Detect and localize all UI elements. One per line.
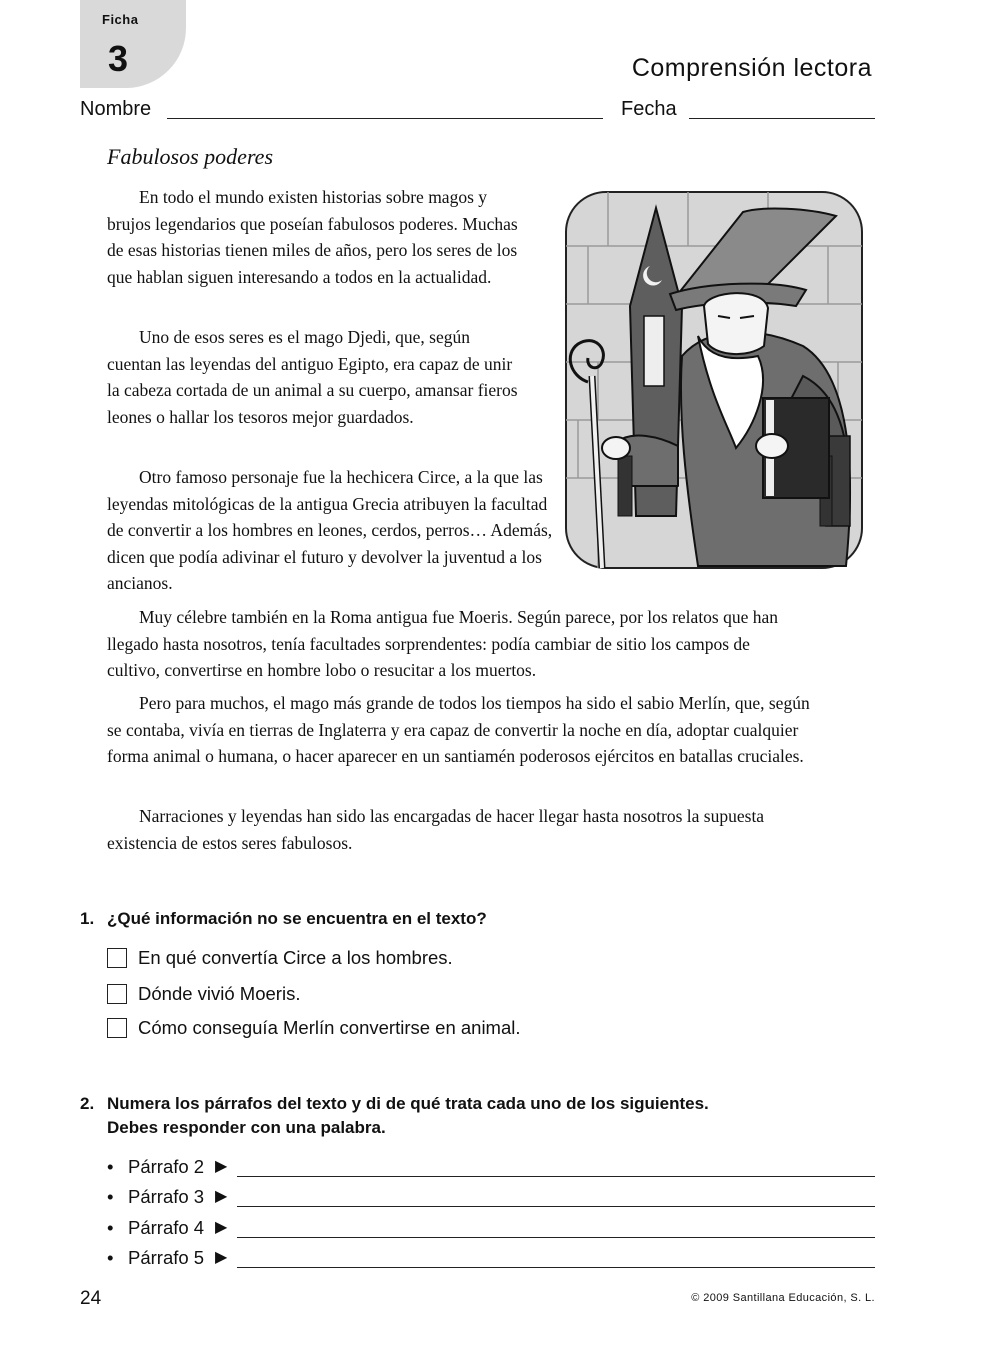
paragraph-4: Muy célebre también en la Roma antigua fue Moeris. Según parece, por los relatos que han llegado hasta nosotros, tenía facultades sorprendentes: podía cambiar de sitio los campos de cultivo, convertirse en hombre lobo o resucitar a los muertos.	[107, 607, 779, 681]
question-1-number: 1.	[80, 909, 95, 928]
option-label: En qué convertía Circe a los hombres.	[138, 947, 453, 968]
bullet: •	[107, 1247, 114, 1268]
date-label: Fecha	[621, 98, 677, 120]
question-2-text-line-2: Debes responder con una palabra.	[107, 1118, 386, 1137]
paragraph-label: Párrafo 5	[128, 1247, 205, 1268]
arrow-icon: ▶	[215, 1188, 228, 1205]
paragraph-label: Párrafo 3	[128, 1186, 205, 1207]
date-field[interactable]	[689, 118, 875, 119]
paragraph-answer-row	[107, 1215, 875, 1241]
paragraph-6: Narraciones y leyendas han sido las encargadas de hacer llegar hasta nosotros la supuesta existencia de estos seres fabulosos.	[107, 806, 765, 853]
question-1-option-3[interactable]	[107, 1016, 521, 1040]
question-1-option-2[interactable]	[107, 982, 300, 1006]
answer-line[interactable]	[237, 1237, 875, 1238]
arrow-icon: ▶	[215, 1158, 228, 1175]
arrow-icon: ▶	[215, 1219, 228, 1236]
bullet: •	[107, 1217, 114, 1238]
name-label: Nombre	[80, 98, 152, 120]
checkbox[interactable]	[107, 1018, 127, 1038]
arrow-icon: ▶	[215, 1249, 228, 1266]
reading-title: Fabulosos poderes	[107, 144, 274, 169]
answer-line[interactable]	[237, 1206, 875, 1207]
paragraph-3: Otro famoso personaje fue la hechicera Circe, a la que las leyendas mitológicas de la antigua Grecia atribuyen la facultad de convertir a los hombres en leones, cerdos, perros… Además, dicen que podía adivinar el futuro y devolver la juventud a los ancianos.	[107, 467, 553, 594]
paragraph-2: Uno de esos seres es el mago Djedi, que, según cuentan las leyendas del antiguo Egipto, era capaz de unir la cabeza cortada de un animal a su cuerpo, amansar fieros leones o hallar los tesoros mejor guardados.	[107, 327, 518, 427]
bullet: •	[107, 1156, 114, 1177]
checkbox[interactable]	[107, 948, 127, 968]
paragraph-5: Pero para muchos, el mago más grande de todos los tiempos ha sido el sabio Merlín, que, según se contaba, vivía en tierras de Inglaterra y era capaz de convertir la noche en día, adoptar cualquier forma animal o humana, o hacer aparecer en un santiamén poderosos ejércitos en batallas cruciales.	[107, 693, 810, 767]
ficha-number: 3	[108, 38, 129, 79]
page-number: 24	[80, 1288, 102, 1309]
answer-line[interactable]	[237, 1267, 875, 1268]
question-2-text-line-1: Numera los párrafos del texto y di de qué trata cada uno de los siguientes.	[107, 1094, 709, 1113]
question-1	[80, 907, 487, 931]
paragraph-label: Párrafo 4	[128, 1217, 205, 1238]
answer-line[interactable]	[237, 1176, 875, 1177]
checkbox[interactable]	[107, 984, 127, 1004]
paragraph-answer-row	[107, 1184, 875, 1210]
paragraph-answer-row	[107, 1154, 875, 1180]
wizard-illustration	[558, 186, 868, 572]
page-title: Comprensión lectora	[631, 54, 872, 82]
question-2	[80, 1092, 709, 1140]
question-2-number: 2.	[80, 1094, 95, 1113]
question-1-option-1[interactable]	[107, 946, 453, 970]
bullet: •	[107, 1186, 114, 1207]
option-label: Cómo conseguía Merlín convertirse en animal.	[138, 1017, 521, 1038]
paragraph-answer-row	[107, 1245, 875, 1271]
option-label: Dónde vivió Moeris.	[138, 983, 301, 1004]
paragraph-label: Párrafo 2	[128, 1156, 205, 1177]
name-field[interactable]	[167, 118, 603, 119]
paragraph-1: En todo el mundo existen historias sobre magos y brujos legendarios que poseían fabulosos poderes. Muchas de esas historias tienen miles de años, pero los seres de los que hablan siguen interesando a todos en la actualidad.	[107, 187, 518, 287]
name-date-row	[80, 98, 875, 124]
copyright: © 2009 Santillana Educación, S. L.	[691, 1292, 875, 1304]
question-1-text: ¿Qué información no se encuentra en el texto?	[107, 909, 487, 928]
ficha-label: Ficha	[102, 12, 139, 27]
